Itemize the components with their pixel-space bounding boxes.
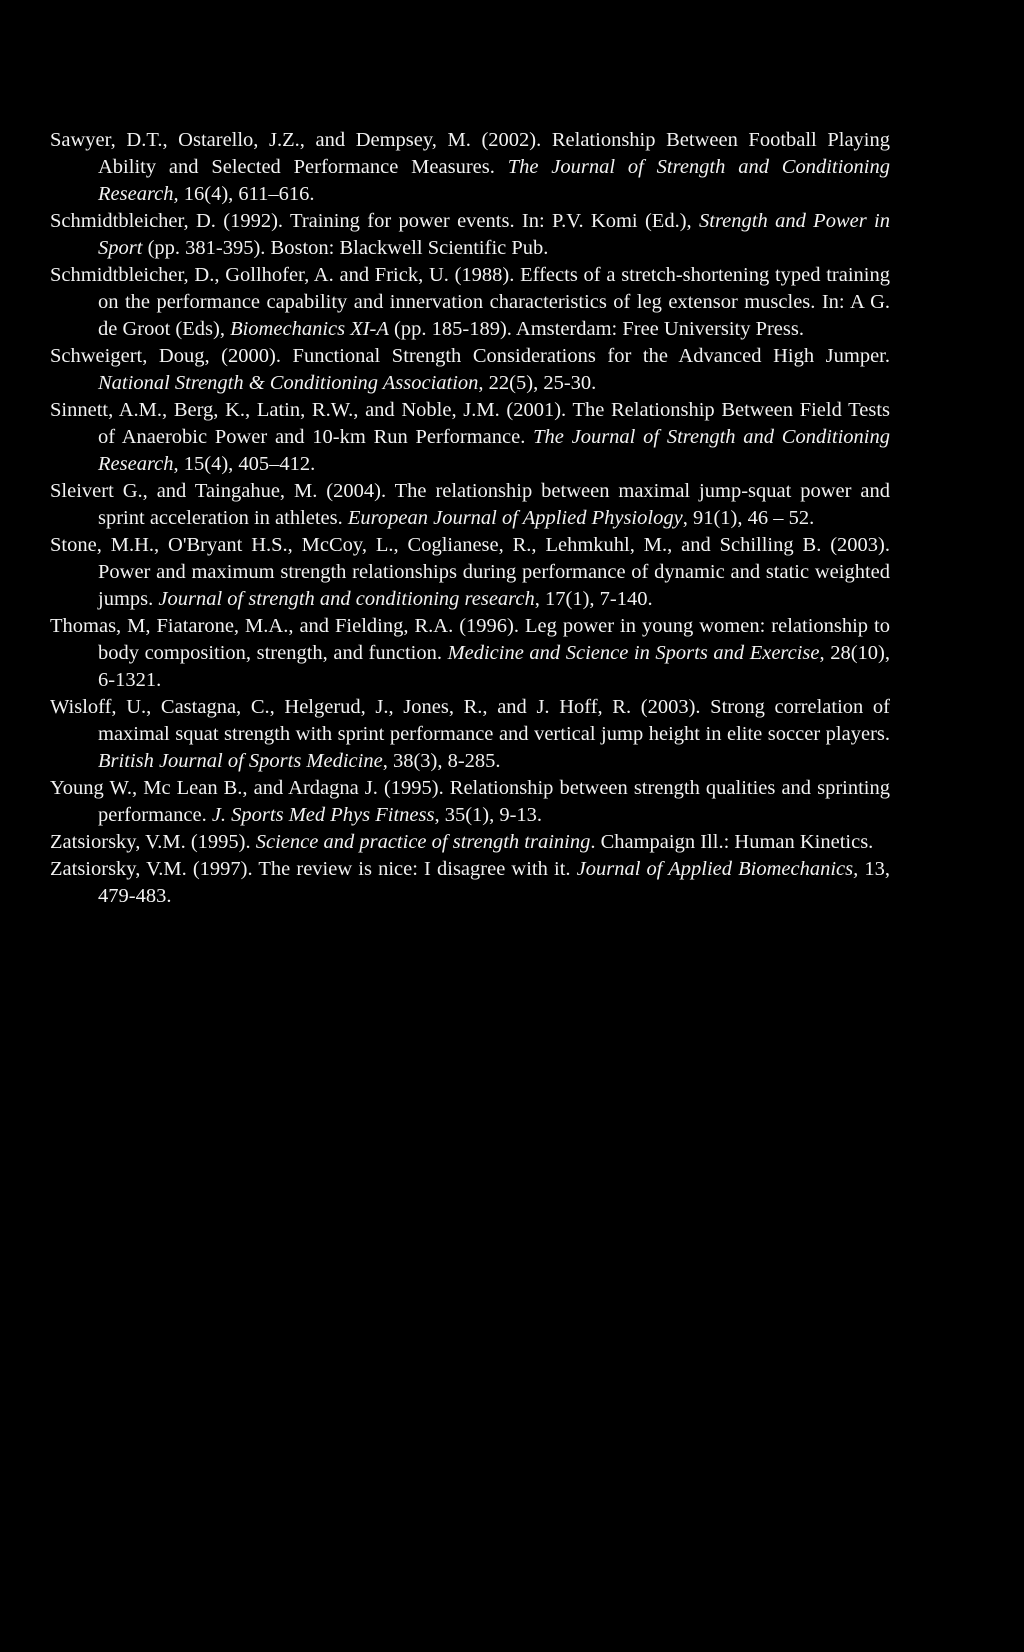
reference-details: , 28(10), 6-1321. — [98, 642, 890, 691]
reference-details: . Champaign Ill.: Human Kinetics. — [590, 831, 874, 853]
reference-source: National Strength & Conditioning Association — [98, 372, 479, 394]
reference-source: The Journal of Strength and Conditioning Research, — [98, 156, 890, 205]
reference-text: Zatsiorsky, V.M. (1997). The review is nice: I disagree with it. — [50, 858, 577, 880]
reference-text: Schmidtbleicher, D. (1992). Training for power events. In: P.V. Komi (Ed.), — [50, 210, 700, 232]
reference-text: Schweigert, Doug, (2000). Functional Strength Considerations for the Advanced High Jumper. — [50, 345, 890, 367]
reference-entry — [50, 829, 890, 856]
reference-entry — [50, 208, 890, 262]
reference-source: Journal of Applied Biomechanics, — [576, 858, 859, 880]
reference-details: , 15(4), 405–412. — [173, 453, 316, 475]
reference-entry — [50, 343, 890, 397]
reference-text: Young W., Mc Lean B., and Ardagna J. (1995). Relationship between strength qualities and sprinting performance. — [50, 777, 890, 826]
reference-details: , 91(1), 46 – 52. — [682, 507, 815, 529]
reference-source: J. Sports Med Phys Fitness — [211, 804, 435, 826]
reference-source: European Journal of Applied Physiology — [347, 507, 683, 529]
reference-details: , 38(3), 8-285. — [382, 750, 501, 772]
reference-text: Sawyer, D.T., Ostarello, J.Z., and Dempsey, M. (2002). Relationship Between Football Playing Ability and Selected Performance Measures. — [50, 129, 890, 178]
reference-text: Sinnett, A.M., Berg, K., Latin, R.W., and Noble, J.M. (2001). The Relationship Between Field Tests of Anaerobic Power and 10-km Run Performance. — [50, 399, 890, 448]
reference-text: Wisloff, U., Castagna, C., Helgerud, J., Jones, R., and J. Hoff, R. (2003). Strong correlation of maximal squat strength with sprint performance and vertical jump height in elite soccer players. — [50, 696, 890, 745]
reference-source: British Journal of Sports Medicine — [98, 750, 383, 772]
reference-entry — [50, 613, 890, 694]
reference-text: Stone, M.H., O'Bryant H.S., McCoy, L., Coglianese, R., Lehmkuhl, M., and Schilling B. (2003). Power and maximum strength relationships during performance of dynamic and static weighted jumps. — [50, 534, 890, 610]
reference-details: 13, 479-483. — [98, 858, 890, 907]
reference-entry — [50, 478, 890, 532]
reference-details: , 35(1), 9-13. — [434, 804, 543, 826]
reference-source: Biomechanics XI-A — [230, 318, 389, 340]
reference-text: Thomas, M, Fiatarone, M.A., and Fielding, R.A. (1996). Leg power in young women: relationship to body composition, strength, and function. — [50, 615, 890, 664]
reference-details: , 22(5), 25-30. — [478, 372, 597, 394]
reference-source: The Journal of Strength and Conditioning Research — [98, 426, 890, 475]
reference-list — [50, 127, 890, 910]
reference-entry — [50, 856, 890, 910]
reference-details: (pp. 185-189). Amsterdam: Free University Press. — [388, 318, 804, 340]
reference-entry — [50, 694, 890, 775]
reference-details: (pp. 381-395). Boston: Blackwell Scientific Pub. — [142, 237, 549, 259]
reference-source: Medicine and Science in Sports and Exercise — [447, 642, 820, 664]
reference-source: Strength and Power in Sport — [98, 210, 890, 259]
reference-text: Zatsiorsky, V.M. (1995). — [50, 831, 256, 853]
reference-entry — [50, 262, 890, 343]
reference-text: Sleivert G., and Taingahue, M. (2004). The relationship between maximal jump-squat power and sprint acceleration in athletes. — [50, 480, 890, 529]
reference-details: , 17(1), 7-140. — [534, 588, 653, 610]
reference-entry — [50, 397, 890, 478]
reference-details: 16(4), 611–616. — [178, 183, 315, 205]
reference-source: Journal of strength and conditioning research — [158, 588, 535, 610]
reference-source: Science and practice of strength training — [255, 831, 591, 853]
reference-text: Schmidtbleicher, D., Gollhofer, A. and Frick, U. (1988). Effects of a stretch-shortening typed training on the performance capability and innervation characteristics of leg extensor muscles. In: A G. de Groot (Eds), — [50, 264, 890, 340]
reference-entry — [50, 127, 890, 208]
reference-entry — [50, 532, 890, 613]
reference-entry — [50, 775, 890, 829]
